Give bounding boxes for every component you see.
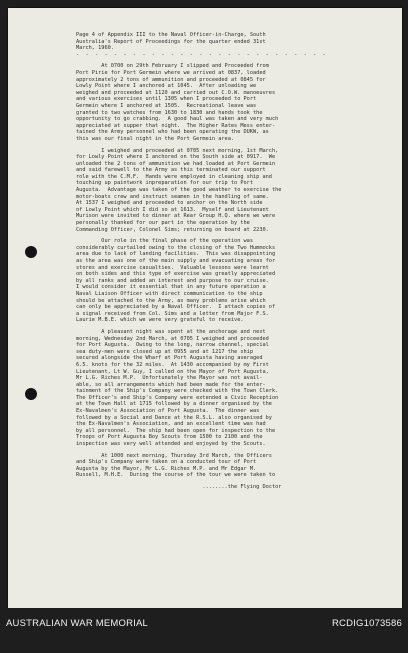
- paragraph-line: this was our final night in the Port Germein area.: [76, 135, 235, 142]
- paragraph-line: on both sides and this type of exercise was greatly appreciated: [76, 271, 276, 278]
- paragraph-line: Augusta by the Mayor, Mr L.G. Riches M.P. and Mr Edgar M.: [76, 465, 257, 472]
- paragraph-line: able, so all arrangements which had been made for the enter-: [76, 381, 266, 388]
- paragraph-line: Naval Liaison Officer with direct communication to the ship: [76, 290, 263, 297]
- header-line: Australia's Report of Proceedings for the quarter ended 31st: [76, 38, 266, 45]
- paragraph-line: personally thanked for our part in the operation by the: [76, 220, 250, 227]
- paragraph-line: by all personnel. The ship had been open for inspection to the: [76, 427, 276, 434]
- paragraph-line: and said farewell to the Army as this terminated our support: [76, 167, 266, 174]
- dashed-rule: - - - - - - - - - - - - - - - - - - - - - - - - - - -: [76, 51, 326, 58]
- paragraph-line: role with the C.M.F. Hands were employed in cleaning ship and: [76, 173, 272, 180]
- paragraph-line: Russell, M.H.E. During the course of the tour we were taken to: [76, 472, 276, 479]
- paragraph-line: unloaded the 2 tons of ammunition we had loaded at Port Germein: [76, 160, 276, 167]
- paragraph-line: Laurie M.B.E. which we were very grateful to receive.: [76, 317, 244, 324]
- paragraph-line: Port Pirie for Port Germein where we arrived at 0837, loaded: [76, 69, 266, 76]
- paragraph-line: opportunity to go crabbing. A good haul was taken and very much: [76, 116, 279, 123]
- paragraph-line: Augusta. Advantage was taken of the good weather to exercise the: [76, 187, 282, 194]
- paragraph-line: considerably curtailed owing to the closing of the Two Hummocks: [76, 244, 276, 251]
- paragraph-line: as the area was one of the main supply and evacuating areas for: [76, 258, 276, 264]
- header-line: Page 4 of Appendix III to the Naval Officer-in-Charge, South: [76, 32, 266, 38]
- paragraph-line: secured alongside the Wharf at Port Augusta having averaged: [76, 355, 263, 362]
- paragraph-line: for Port Augusta. Owing to the long, narrow channel, special: [76, 342, 269, 349]
- paragraph-line: appreciated at supper that night. The Higher Rates Mess enter-: [76, 122, 276, 129]
- paragraph-line: motor-boats crew and instruct seamen in the handling of same.: [76, 193, 269, 200]
- paragraph-line: inspection was very well attended and enjoyed by the Scouts.: [76, 441, 266, 448]
- paragraph-line: Our role in the final phase of the operation was: [76, 238, 254, 245]
- paragraph-line: by all ranks and added an interest and purpose to our cruise.: [76, 277, 269, 284]
- paragraph-line: stores and exercise casualties. Valuable lessons were learnt: [76, 264, 269, 271]
- paragraph-line: At 0700 on 29th February I slipped and Proceeded from: [76, 63, 269, 70]
- paragraph-line: a signal received from Col. Sims and a letter from Major F.S.: [76, 310, 269, 317]
- paragraph-line: morning, Wednesday 2nd March, at 0705 I weighed and proceeded: [76, 335, 269, 342]
- paragraph-line: and various exercises until 1305 when I proceeded to Port: [76, 96, 257, 103]
- paragraph-line: and Ship's Company were taken on a conducted tour of Port: [76, 459, 257, 466]
- paragraph-line: the Ex-Navalmen's Association, and an excellent time was had: [76, 421, 266, 428]
- paragraph-line: of Lowly Point which I did so at 1613. Myself and Lieutenant: [76, 206, 269, 213]
- paragraph-line: approximately 2 tons of ammunition and proceeded at 0845 for: [76, 76, 266, 83]
- paragraph-line: tained the Army personnel who had been operating the DUKW, as: [76, 129, 269, 136]
- paragraph-line: for Lowly Point where I anchored on the South side at 0917. We: [76, 154, 276, 161]
- paragraph-line: tainment of the Ship's Company were checked with the Town Clerk.: [76, 388, 279, 395]
- paragraph-line: Mr L.G. Riches M.P. Unfortunately the Mayor was not avail-: [76, 375, 263, 382]
- paragraph-line: I would consider it essential that in any future operation a: [76, 284, 266, 291]
- paragraph-line: 6.5. knots for the 32 miles. At 1430 accompanied by my First: [76, 361, 269, 368]
- paragraph-line: can only be appreciated by a Naval Officer. I attach copies of: [76, 304, 276, 311]
- paragraph-line: Murison were invited to dinner at Rear Group H.Q. where we were: [76, 213, 276, 220]
- punch-hole: [25, 388, 37, 400]
- paragraph-line: Germein where I anchored at 1505. Recreational leave was: [76, 102, 257, 109]
- paragraph-line: Troops of Port Augusta Boy Scouts from 1500 to 2100 and the: [76, 434, 263, 441]
- paragraph-line: weighed and proceeded at 1120 and carried out C.O.W. manoeuvres: [76, 89, 276, 96]
- paragraph-line: touching up paintwork inpreparation for our trip to Port: [76, 180, 254, 187]
- paragraph-line: At 1537 I weighed and proceeded to anchor on the North side: [76, 200, 263, 207]
- paragraph-line: Lowly Point where I anchored at 1045. After unloading we: [76, 83, 257, 90]
- record-id: RCDIG1073586: [332, 618, 402, 629]
- document-text: [76, 32, 392, 491]
- paragraph-line: should be attached to the Army, as many problems arise which: [76, 297, 266, 304]
- paragraph-line: followed by a Social and Dance at the R.S.L. also organised by: [76, 414, 272, 421]
- paragraph-line: Lieutenant, Lt W. Guy, I called on the Mayor of Port Augusta,: [76, 368, 269, 375]
- paragraph-line: At 1000 next morning, Thursday 3rd March, the Officers: [76, 452, 272, 459]
- paragraph-line: at the Town Hall at 1715 followed by a dinner organised by the: [76, 401, 272, 408]
- paragraph-line: Commanding Officer, Colonel Sims; returning on board at 2230.: [76, 226, 269, 233]
- paragraph-line: sea duty-men were closed up at 0955 and at 1217 the ship: [76, 348, 254, 355]
- paragraph-line: I weighed and proceeded at 0705 next morning, 1st March,: [76, 147, 279, 154]
- paragraph-line: A pleasant night was spent at the anchorage and next: [76, 328, 266, 335]
- paragraph-line: The Officer's and Ship's Company were extended a Civic Reception: [76, 394, 279, 401]
- paragraph-line: granted to two watches from 1630 to 1830 and hands took the: [76, 109, 263, 116]
- paragraph-line: area due to lack of landing facilities. This was disappointing: [76, 251, 276, 258]
- archive-footer: [0, 608, 408, 653]
- punch-hole: [25, 246, 37, 258]
- document-page: [8, 8, 402, 608]
- paragraph-line: Ex-Navalmen's Association of Port Augusta. The dinner was: [76, 408, 260, 415]
- catchword: ........the Flying Doctor: [76, 484, 282, 490]
- header-line: March, 1960.: [76, 45, 114, 52]
- archive-name: AUSTRALIAN WAR MEMORIAL: [6, 618, 149, 629]
